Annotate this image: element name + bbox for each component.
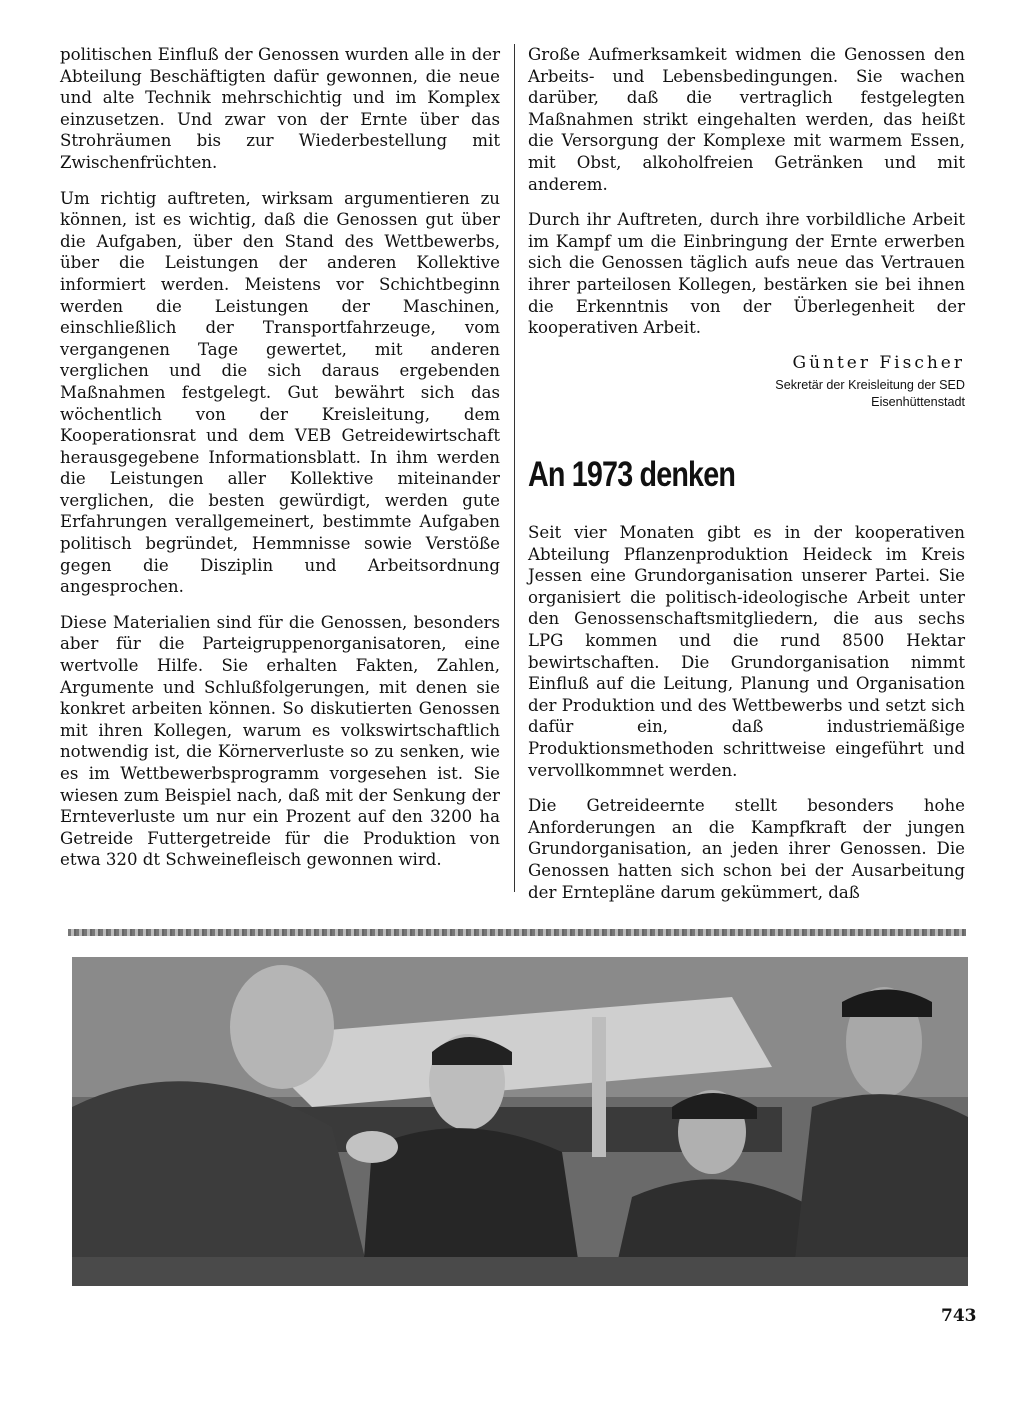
photo-illustration bbox=[72, 957, 968, 1286]
right-paragraph-1: Große Aufmerksamkeit widmen die Genossen den Arbeits- und Lebensbedingungen. Sie wachen darüber, daß die vertraglich festgelegten Maßnahmen strikt eingehalten werden, das heißt die Versorgung der Komplexe mit warmem Essen, mit Obst, alkoholfreien Getränken und mit anderem. bbox=[528, 45, 965, 194]
page-number: 743 bbox=[941, 1306, 977, 1326]
author-role-line-1: Sekretär der Kreisleitung der SED bbox=[775, 377, 965, 392]
left-paragraph-2: Um richtig auftreten, wirksam argumentieren zu können, ist es wichtig, daß die Genossen gut über die Aufgaben, über den Stand des Wettbewerbs, über die Leistungen der anderen Kollektive informiert werden. Meistens vor Schichtbeginn werden die Leistungen der Maschinen, einschließlich der Transportfahrzeuge, vom vergangenen Tage gewertet, mit anderen verglichen und die sich daraus ergebenden Maßnahmen festgelegt. Gut bewährt sich das wöchentlich von der Kreisleitung, dem Kooperationsrat und dem VEB Getreidewirtschaft herausgegebene Informationsblatt. In ihm werden die Leistungen aller Kollektive miteinander verglichen, die besten gewürdigt, werden gute Erfahrungen verallgemeinert, bestimmte Aufgaben politisch begründet, Hemmnisse sowie Verstöße gegen die Disziplin und Arbeitsordnung angesprochen. bbox=[60, 188, 500, 597]
photo-workers-at-harvester bbox=[72, 957, 968, 1286]
author-role-line-2: Eisenhüttenstadt bbox=[871, 394, 965, 409]
author-name: Günter Fischer bbox=[792, 352, 965, 373]
left-paragraph-3: Diese Materialien sind für die Genossen, besonders aber für die Parteigruppenorganisatoren, eine wertvolle Hilfe. Sie erhalten Fakten, Zahlen, Argumente und Schlußfolgerungen, mit denen sie konkret arbeiten können. So diskutierten Genossen mit ihren Kollegen, warum es volkswirtschaftlich notwendig ist, die Körnerverluste so zu senken, wie es im Wettbewerbsprogramm vorgesehen ist. Sie wiesen zum Beispiel nach, daß mit der Senkung der Ernteverluste um nur ein Prozent auf den 3200 ha Getreide Futtergetreide für die Produktion von etwa 320 dt Schweinefleisch gewonnen wird. bbox=[60, 612, 500, 870]
article-headline: An 1973 denken bbox=[528, 455, 736, 494]
right-paragraph-2: Durch ihr Auftreten, durch ihre vorbildliche Arbeit im Kampf um die Einbringung der Ernte erwerben sich die Genossen täglich aufs neue das Vertrauen ihrer parteilosen Kollegen, bestärken sie bei ihnen die Erkenntnis von der Überlegenheit der kooperativen Arbeit. bbox=[528, 210, 965, 338]
author-signature bbox=[528, 353, 965, 411]
column-divider bbox=[514, 44, 515, 892]
decorative-rule bbox=[68, 929, 966, 936]
left-paragraph-1: politischen Einfluß der Genossen wurden alle in der Abteilung Beschäftigten dafür gewonnen, die neue und alte Technik mehrschichtig und im Komplex einzusetzen. Und zwar von der Ernte über das Strohräumen bis zur Wiederbestellung mit Zwischenfrüchten. bbox=[60, 45, 500, 172]
author-role bbox=[528, 377, 965, 411]
right-column-top bbox=[528, 44, 965, 411]
article-paragraph-2: Die Getreideernte stellt besonders hohe Anforderungen an die Kampfkraft der jungen Grundorganisation, an jeden ihrer Genossen. Die Genossen hatten sich schon bei der Ausarbeitung der Erntepläne darum gekümmert, daß bbox=[528, 796, 965, 902]
left-column bbox=[60, 44, 500, 885]
article-body bbox=[528, 522, 965, 917]
article-paragraph-1: Seit vier Monaten gibt es in der kooperativen Abteilung Pflanzenproduktion Heideck im Kreis Jessen eine Grundorganisation unserer Partei. Sie organisiert die politisch-ideologische Arbeit unter den Genossenschaftsmitgliedern, die aus sechs LPG kommen und die rund 8500 Hektar bewirtschaften. Die Grundorganisation nimmt Einfluß auf die Leitung, Planung und Organisation der Produktion und des Wettbewerbs und setzt sich dafür ein, daß industriemäßige Produktionsmethoden schrittweise eingeführt und vervollkommnet werden. bbox=[528, 523, 965, 780]
